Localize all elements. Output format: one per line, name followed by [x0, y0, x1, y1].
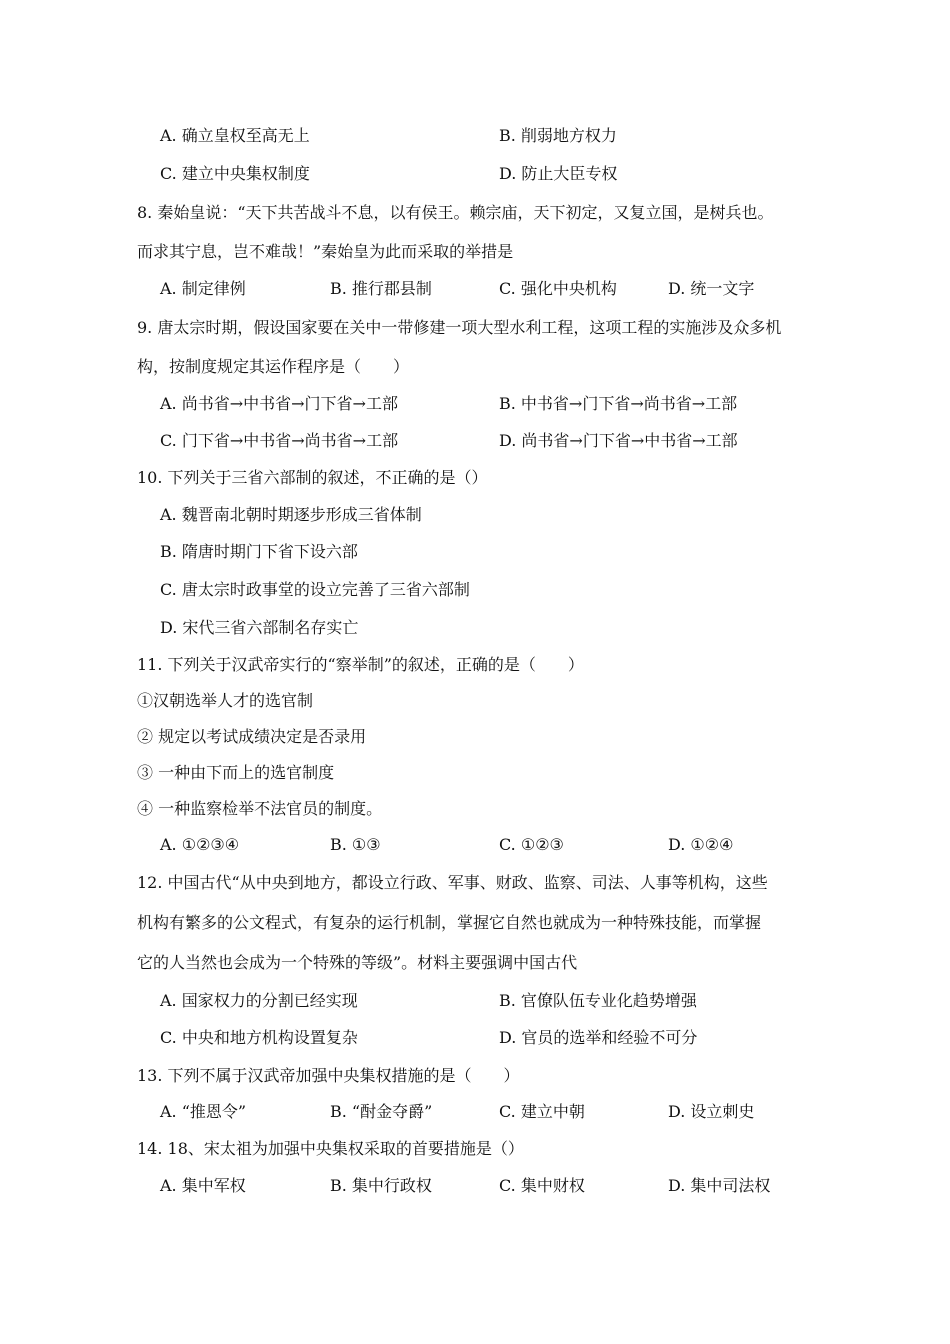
q13-option-d[interactable]: D. 设立刺史 — [668, 1102, 755, 1121]
q14-option-b[interactable]: B. 集中行政权 — [330, 1176, 432, 1195]
q10-option-a[interactable]: A. 魏晋南北朝时期逐步形成三省体制 — [160, 505, 422, 524]
q8-stem-line-1: 8. 秦始皇说：“天下共苦战斗不息，以有侯王。赖宗庙，天下初定，又复立国，是树兵也。 — [137, 203, 774, 222]
q13-option-c[interactable]: C. 建立中朝 — [499, 1102, 585, 1121]
q12-stem-line-3: 它的人当然也会成为一个特殊的等级”。材料主要强调中国古代 — [137, 953, 578, 972]
q8-option-c[interactable]: C. 强化中央机构 — [499, 279, 617, 298]
q8-option-a[interactable]: A. 制定律例 — [160, 279, 246, 298]
q9-option-c[interactable]: C. 门下省→中书省→尚书省→工部 — [160, 431, 399, 450]
q7-option-c[interactable]: C. 建立中央集权制度 — [160, 164, 310, 183]
q8-option-b[interactable]: B. 推行郡县制 — [330, 279, 432, 298]
q10-option-d[interactable]: D. 宋代三省六部制名存实亡 — [160, 618, 359, 637]
q11-option-b[interactable]: B. ①③ — [330, 835, 381, 854]
q13-stem: 13. 下列不属于汉武帝加强中央集权措施的是（ ） — [137, 1066, 520, 1085]
q9-option-a[interactable]: A. 尚书省→中书省→门下省→工部 — [160, 394, 398, 413]
q7-option-d[interactable]: D. 防止大臣专权 — [499, 164, 618, 183]
q12-stem-line-1: 12. 中国古代“从中央到地方，都设立行政、军事、财政、监察、司法、人事等机构，这些 — [137, 873, 768, 892]
q11-option-c[interactable]: C. ①②③ — [499, 835, 564, 854]
q8-option-d[interactable]: D. 统一文字 — [668, 279, 755, 298]
q11-item-3: ③ 一种由下而上的选官制度 — [137, 763, 335, 782]
q9-option-d[interactable]: D. 尚书省→门下省→中书省→工部 — [499, 431, 738, 450]
q12-stem-line-2: 机构有繁多的公文程式，有复杂的运行机制，掌握它自然也就成为一种特殊技能，而掌握 — [137, 913, 762, 932]
q10-stem: 10. 下列关于三省六部制的叙述，不正确的是（） — [137, 468, 488, 487]
q7-option-a[interactable]: A. 确立皇权至高无上 — [160, 126, 310, 145]
q11-item-2: ② 规定以考试成绩决定是否录用 — [137, 727, 367, 746]
q8-stem-line-2: 而求其宁息，岂不难哉！”秦始皇为此而采取的举措是 — [137, 242, 514, 261]
q14-option-d[interactable]: D. 集中司法权 — [668, 1176, 771, 1195]
q14-stem: 14. 18、宋太祖为加强中央集权采取的首要措施是（） — [137, 1139, 524, 1158]
q7-option-b[interactable]: B. 削弱地方权力 — [499, 126, 617, 145]
q11-option-d[interactable]: D. ①②④ — [668, 835, 734, 854]
q9-option-b[interactable]: B. 中书省→门下省→尚书省→工部 — [499, 394, 738, 413]
q11-option-a[interactable]: A. ①②③④ — [160, 835, 240, 854]
q10-option-b[interactable]: B. 隋唐时期门下省下设六部 — [160, 542, 358, 561]
q11-item-1: ①汉朝选举人才的选官制 — [137, 691, 314, 710]
q12-option-a[interactable]: A. 国家权力的分割已经实现 — [160, 991, 358, 1010]
q14-option-c[interactable]: C. 集中财权 — [499, 1176, 585, 1195]
q12-option-b[interactable]: B. 官僚队伍专业化趋势增强 — [499, 991, 697, 1010]
q13-option-a[interactable]: A. “推恩令” — [160, 1102, 247, 1121]
q12-option-c[interactable]: C. 中央和地方机构设置复杂 — [160, 1028, 358, 1047]
q14-option-a[interactable]: A. 集中军权 — [160, 1176, 246, 1195]
q11-stem: 11. 下列关于汉武帝实行的“察举制”的叙述，正确的是（ ） — [137, 655, 584, 674]
q13-option-b[interactable]: B. “酎金夺爵” — [330, 1102, 433, 1121]
q9-stem-line-1: 9. 唐太宗时期，假设国家要在关中一带修建一项大型水利工程，这项工程的实施涉及众多机 — [137, 318, 782, 337]
q9-stem-line-2: 构，按制度规定其运作程序是（ ） — [137, 357, 410, 376]
q12-option-d[interactable]: D. 官员的选举和经验不可分 — [499, 1028, 698, 1047]
q10-option-c[interactable]: C. 唐太宗时政事堂的设立完善了三省六部制 — [160, 580, 470, 599]
q11-item-4: ④ 一种监察检举不法官员的制度。 — [137, 799, 383, 818]
